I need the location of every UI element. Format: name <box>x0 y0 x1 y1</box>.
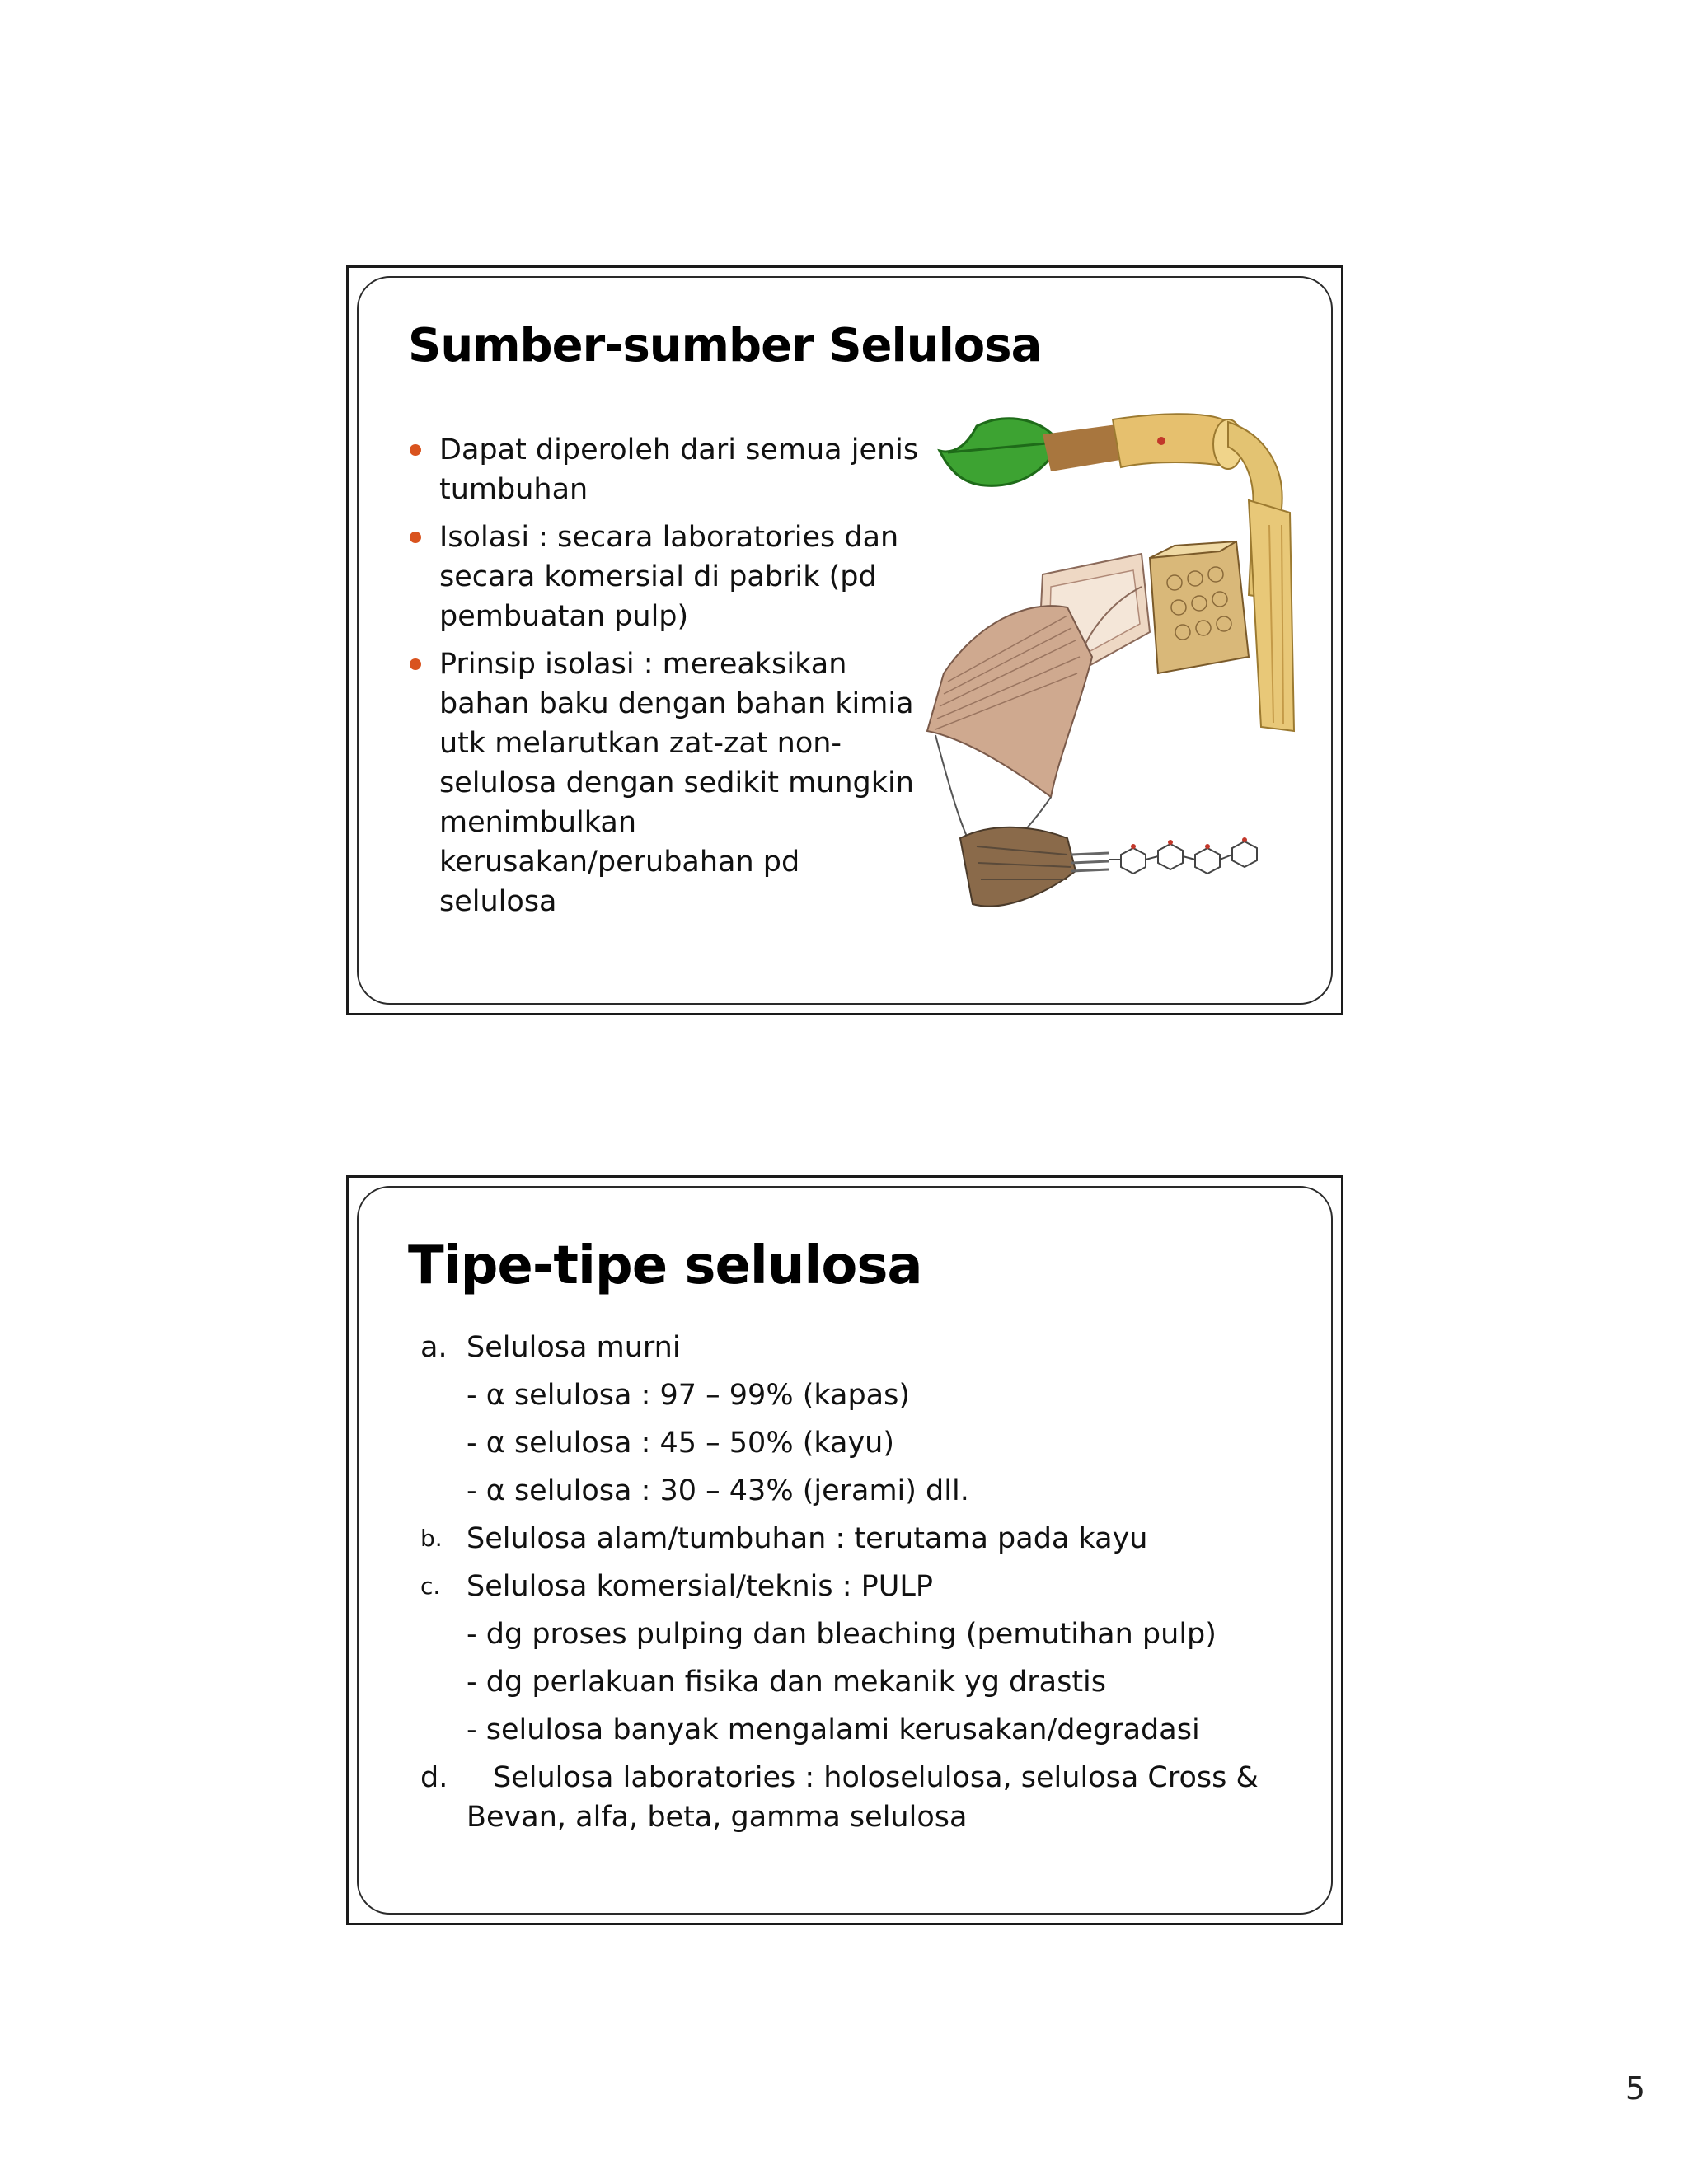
type-item-b: b. Selulosa alam/tumbuhan : terutama pada kayu <box>420 1519 1294 1558</box>
sub-item: - dg perlakuan fisika dan mekanik yg drastis <box>467 1666 1107 1699</box>
slide-title: Sumber-sumber Selulosa <box>408 319 1042 373</box>
bullet-item: Prinsip isolasi : mereaksikan bahan baku dengan bahan kimia utk melarutkan zat-zat non-selulosa dengan sedikit mungkin menimbulkan kerusakan/perubahan pd selulosa <box>408 644 919 921</box>
bullet-item: Dapat diperoleh dari semua jenis tumbuhan <box>408 430 919 509</box>
slide-title: Tipe-tipe selulosa <box>408 1235 922 1296</box>
slide-sumber-selulosa <box>346 265 1343 1015</box>
type-item-a: a. Selulosa murni <box>420 1328 1294 1367</box>
sub-item: - α selulosa : 30 – 43% (jerami) dll. <box>467 1474 969 1507</box>
sub-item: - α selulosa : 45 – 50% (kayu) <box>467 1427 895 1460</box>
list-marker: b. <box>420 1525 443 1552</box>
slide-inner-border <box>357 276 1333 1005</box>
bullet-item: Isolasi : secara laboratories dan secara komersial di pabrik (pd pembuatan pulp) <box>408 518 919 636</box>
bullet-dot-icon <box>410 532 421 543</box>
page-number: 5 <box>1625 2070 1645 2107</box>
type-list <box>420 1328 1294 1845</box>
wood-cellulose-illustration <box>903 410 1331 937</box>
sub-item: - selulosa banyak mengalami kerusakan/degradasi <box>467 1713 1200 1746</box>
bullet-list <box>408 430 919 930</box>
list-marker: a. <box>420 1331 448 1364</box>
type-item-d: d. Selulosa laboratories : holoselulosa, selulosa Cross & Bevan, alfa, beta, gamma selulosa <box>420 1758 1294 1837</box>
sub-item: - α selulosa : 97 – 99% (kapas) <box>467 1379 911 1412</box>
list-marker: c. <box>420 1572 441 1600</box>
sub-item: - dg proses pulping dan bleaching (pemutihan pulp) <box>467 1618 1217 1651</box>
bullet-dot-icon <box>410 658 421 670</box>
type-item-c: c. Selulosa komersial/teknis : PULP <box>420 1567 1294 1606</box>
slide-inner-border <box>357 1186 1333 1915</box>
slide-tipe-selulosa <box>346 1175 1343 1925</box>
bullet-dot-icon <box>410 444 421 456</box>
list-marker: d. <box>420 1761 448 1794</box>
